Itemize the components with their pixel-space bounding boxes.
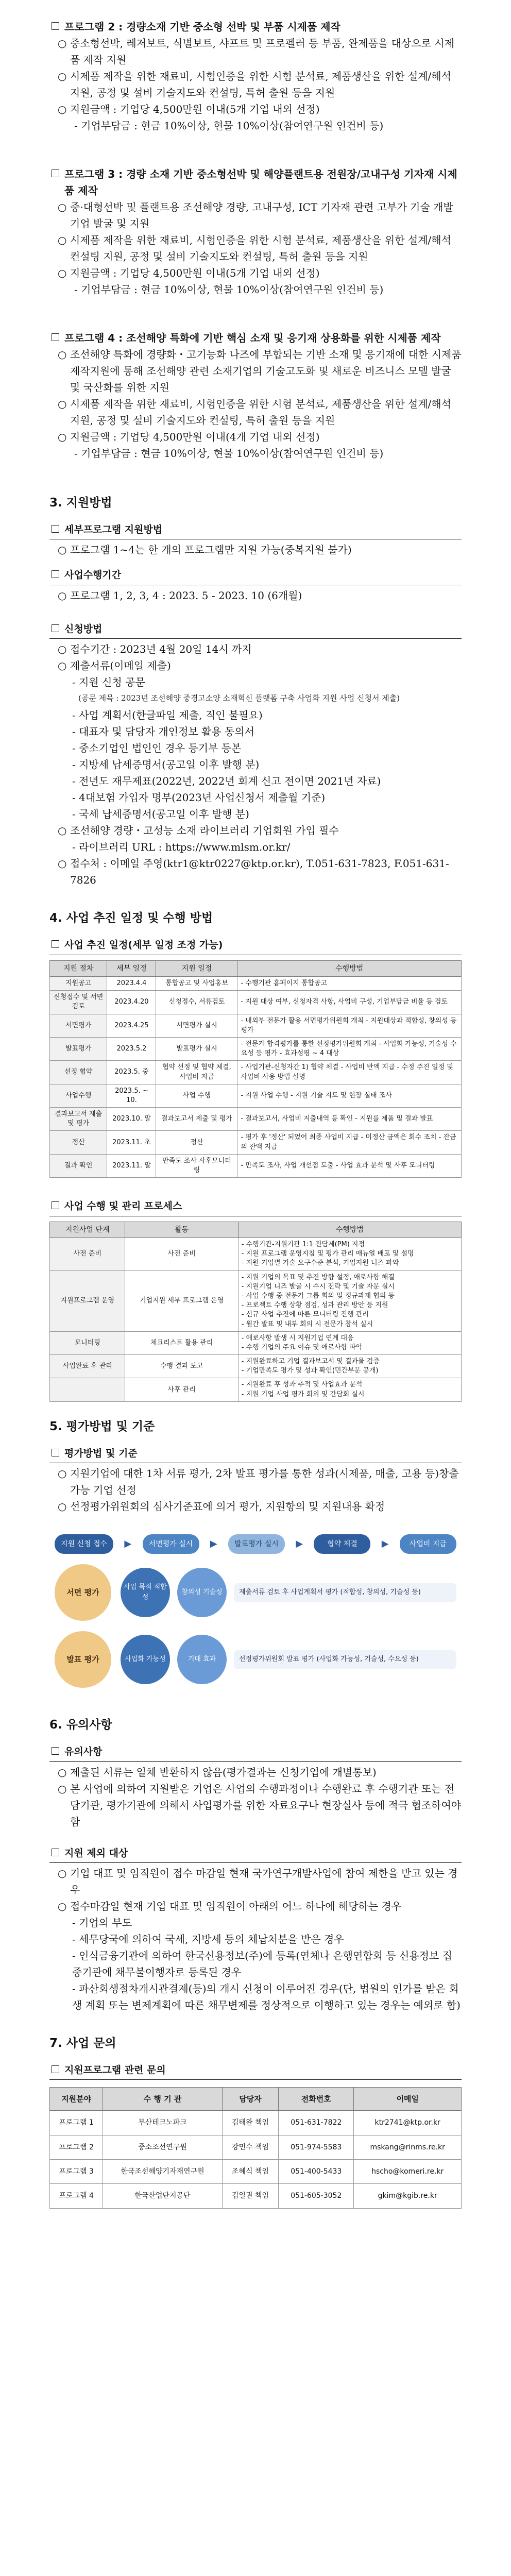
- s6-exclusion-list: [49, 1865, 462, 2013]
- table-cell: 김일권 책임: [222, 2184, 279, 2208]
- table-row: [50, 1037, 462, 1060]
- table-cell: 2023.5. 중: [107, 1061, 156, 1084]
- table-cell: 사후 관리: [125, 1378, 238, 1401]
- table-row: [50, 1131, 462, 1154]
- apply-note: (공문 제목 : 2023년 조선해양 중경고소양 소재혁신 플랫폼 구축 사업화 지원 사업 신청서 제출): [78, 693, 400, 703]
- bullet-marker: ○: [58, 398, 67, 410]
- notice-item: [58, 1781, 462, 1830]
- flow-step: 지원 신청 접수: [55, 1534, 113, 1554]
- table-cell: 강민수 책임: [222, 2135, 279, 2159]
- bullet-marker: ○: [58, 1500, 67, 1513]
- s4-process-heading: 사업 수행 및 관리 프로세스: [49, 1198, 462, 1216]
- bullet-marker: ○: [58, 201, 67, 213]
- email-link[interactable]: mskang@rinms.re.kr: [354, 2135, 462, 2159]
- checkbox-icon: [52, 1201, 59, 1209]
- table-cell: 체크리스트 활용 관리: [125, 1331, 238, 1354]
- table-cell: 정산: [156, 1131, 237, 1154]
- table-row: [50, 2159, 462, 2183]
- table-cell: 조혜식 책임: [222, 2159, 279, 2183]
- contact-table: [49, 2087, 462, 2209]
- bullet-marker: ○: [58, 1900, 67, 1912]
- bullet-marker: ○: [58, 234, 67, 246]
- table-cell: - 내외부 전문가 활용 서면평가위원회 개최 - 지원대상과 적합성, 창의성 등 평가: [237, 1014, 462, 1037]
- table-cell: 수행 결과 보고: [125, 1355, 238, 1378]
- s5-eval-list: [49, 1465, 462, 1515]
- section-4-title: 4. 사업 추진 일정 및 수행 방법: [49, 911, 213, 925]
- s3-apply-heading: 신청방법: [49, 621, 462, 639]
- program-item: [58, 35, 462, 68]
- bullet-marker: ○: [58, 659, 67, 672]
- section-3-title: 3. 지원방법: [49, 496, 112, 510]
- stage-description: 선정평가위원회 발표 평가 (사업화 가능성, 기술성, 수요성 등): [234, 1650, 456, 1669]
- program-title: 프로그램 4 : 조선해양 특화에 기반 핵심 소재 및 응기재 상용화를 위한 시제품 제작: [49, 330, 462, 346]
- program-item: [58, 68, 462, 101]
- table-cell: 사전 준비: [50, 1238, 125, 1271]
- email-link[interactable]: hscho@komeri.re.kr: [354, 2159, 462, 2183]
- table-row: [50, 977, 462, 991]
- program-item: [58, 429, 462, 445]
- table-cell: 결과보고서 제출 및 평가: [156, 1108, 237, 1131]
- bullet-text: 시제품 제작을 위한 재료비, 시험인증을 위한 시험 분석료, 제품생산을 위한 설계/해석 지원, 공정 및 설비 기술지도와 컨설팅, 특허 출원 등을 지원: [70, 70, 451, 99]
- stage-document-evaluation: [55, 1564, 456, 1621]
- program-item: [58, 396, 462, 429]
- evaluation-flow-diagram: [49, 1524, 462, 1700]
- bullet-marker: ○: [58, 1867, 67, 1879]
- table-row: [50, 1154, 462, 1177]
- table-cell: 정산: [50, 1131, 107, 1154]
- apply-doc-item: - 대표자 및 담당자 개인정보 활용 동의서: [72, 725, 255, 738]
- checkbox-icon: [52, 22, 59, 30]
- checkbox-icon: [52, 1849, 59, 1856]
- table-row: [50, 2111, 462, 2135]
- exclusion-sub-item: - 세무당국에 의하여 국세, 지방세 등의 체납처분을 받은 경우: [72, 1933, 344, 1945]
- apply-doc-item: - 중소기업인 법인인 경우 등기부 등본: [72, 742, 242, 755]
- bullet-marker: ○: [58, 37, 67, 49]
- apply-doc-item: - 4대보험 가입자 명부(2023년 사업신청서 제출월 기준): [72, 791, 326, 804]
- table-cell: 신청접수 및 서면검토: [50, 991, 107, 1014]
- program-item: [58, 265, 462, 281]
- bullet-text: 접수처 : 이메일 주영(ktr1@ktr0227@ktp.or.kr), T.051-631-7823, F.051-631-7826: [70, 857, 449, 887]
- checkbox-icon: [52, 1747, 59, 1755]
- column-header: 세부 일정: [107, 960, 156, 976]
- bullet-text: 선정평가위원회의 심사기준표에 의거 평가, 지원항의 및 지원내용 확정: [70, 1500, 385, 1513]
- table-cell: 서면평가 실시: [156, 1014, 237, 1037]
- program-block: [49, 330, 462, 462]
- flow-steps: [55, 1534, 456, 1554]
- table-cell: 2023.4.20: [107, 991, 156, 1014]
- bullet-text: 지원금액 : 기업당 4,500만원 이내(4개 기업 내외 선정): [70, 431, 320, 443]
- apply-doc-item: - 사업 계획서(한글파일 제출, 직인 불필요): [72, 709, 263, 722]
- exclusion-item: [58, 1865, 462, 1898]
- program-sub-item: - 기업부담금 : 현금 10%이상, 현물 10%이상(참여연구원 인건비 등): [74, 283, 384, 296]
- table-row: [50, 1378, 462, 1401]
- program-sub-item: - 기업부담금 : 현금 10%이상, 현물 10%이상(참여연구원 인건비 등): [74, 447, 384, 460]
- bullet-marker: ○: [58, 70, 67, 82]
- table-cell: 통합공고 및 사업홍보: [156, 977, 237, 991]
- table-cell: 사업완료 후 관리: [50, 1355, 125, 1378]
- table-row: [50, 1238, 462, 1271]
- table-row: [50, 991, 462, 1014]
- bullet-text: 조선해양 특화에 경량화・고기능화 나즈에 부합되는 기반 소재 및 응기재에 대한 시제품 제작지원에 통해 조선해양 관련 소재기업의 기술고도화 및 새로운 비즈니스 모델 발굴 및 국산화를 위한 지원: [70, 348, 462, 394]
- table-cell: 지원공고: [50, 977, 107, 991]
- table-cell: 부산테크노파크: [103, 2111, 222, 2135]
- table-cell: 사업수행: [50, 1084, 107, 1107]
- email-link[interactable]: gkim@kgib.re.kr: [354, 2184, 462, 2208]
- table-cell: 서면평가: [50, 1014, 107, 1037]
- table-cell: 051-400-5433: [279, 2159, 354, 2183]
- bullet-marker: ○: [58, 103, 67, 115]
- table-cell: 한국조선해양기자재연구원: [103, 2159, 222, 2183]
- column-header: 지원사업 단계: [50, 1222, 125, 1238]
- criteria-circle: 창의성 기술성: [177, 1568, 227, 1617]
- s3-support-method-heading: 세부프로그램 지원방법: [49, 522, 462, 539]
- table-cell: 2023.4.25: [107, 1014, 156, 1037]
- table-cell: 모니터링: [50, 1331, 125, 1354]
- column-header: 담당자: [222, 2088, 279, 2111]
- email-link[interactable]: ktr2741@ktp.or.kr: [354, 2111, 462, 2135]
- table-cell: 만족도 조사 사후모니터링: [156, 1154, 237, 1177]
- criteria-circle: 사업화 가능성: [121, 1635, 170, 1684]
- table-cell: 지원프로그램 운영: [50, 1270, 125, 1331]
- checkbox-icon: [52, 333, 59, 341]
- s3-period-item: ○ 프로그램 1, 2, 3, 4 : 2023. 5 - 2023. 10 (6개월): [58, 589, 302, 602]
- table-cell: - 사업기관-신청자간 1) 협약 체결 - 사업비 반액 지급 - 수정 주진 일정 및 사업비 사용 방법 설명: [237, 1061, 462, 1084]
- apply-doc-item: - 전년도 재무제표(2022년, 2022년 회계 신고 전이면 2021년 자료): [72, 775, 381, 788]
- table-cell: 프로그램 1: [50, 2111, 103, 2135]
- bullet-text: 지원기업에 대한 1차 서류 평가, 2차 발표 평가를 통한 성과(시제품, 매출, 고용 등)창출 가능 기업 선정: [70, 1467, 459, 1497]
- eval-item: [58, 1498, 462, 1515]
- exclusion-item: [58, 1898, 462, 1914]
- column-header: 활동: [125, 1222, 238, 1238]
- table-cell: 프로그램 2: [50, 2135, 103, 2159]
- bullet-marker: ○: [58, 267, 67, 279]
- stage-description: 제출서류 검토 후 사업계획서 평가 (적합성, 창의성, 기술성 등): [234, 1583, 456, 1602]
- bullet-text: 시제품 제작을 위한 재료비, 시험인증을 위한 시험 분석료, 제품생산을 위한 설계/해석 컨설팅 지원, 공정 및 설비 기술지도와 컨설팅, 특허 출원 등을 지원: [70, 234, 451, 263]
- table-row: [50, 1355, 462, 1378]
- flow-step: 사업비 지급: [400, 1534, 456, 1554]
- apply-doc-item: - 국세 납세증명서(공고일 이후 발행 분): [72, 808, 249, 821]
- bullet-marker: ○: [58, 857, 67, 870]
- flow-step: 발표평가 실시: [228, 1534, 285, 1554]
- table-cell: 사업 수행: [156, 1084, 237, 1107]
- arrow-right-icon: ▶: [381, 1538, 389, 1549]
- table-row: [50, 1108, 462, 1131]
- program-block: [49, 19, 462, 134]
- program-sub-item: - 기업부담금 : 현금 10%이상, 현물 10%이상(참여연구원 인건비 등): [74, 120, 384, 132]
- program-item: [58, 346, 462, 396]
- exclusion-sub-item: - 파산회생절차개시관결제(등)의 개시 신청이 이루어진 경우(단, 법원의 인가를 받은 회생 계획 또는 변제계획에 따른 채무변제를 정상적으로 이행하고 있는 경우는 예외로 함): [72, 1982, 461, 2011]
- apply-doc-item: - 지원 신청 공문: [72, 675, 145, 688]
- eval-item: [58, 1465, 462, 1498]
- bullet-marker: ○: [58, 431, 67, 443]
- table-cell: [50, 1378, 125, 1401]
- notice-item: [58, 1764, 462, 1781]
- table-cell: 결과 확인: [50, 1154, 107, 1177]
- table-cell: 프로그램 3: [50, 2159, 103, 2183]
- program-title: 프로그램 2 : 경량소재 기반 중소형 선박 및 부품 시제품 제작: [49, 19, 462, 35]
- bullet-text: 중·대형선박 및 플랜트용 조선해양 경량, 고내구성, ICT 기자재 관련 고부가 기술 개발 기업 발굴 및 지원: [70, 201, 453, 230]
- checkbox-icon: [52, 624, 59, 632]
- checkbox-icon: [52, 570, 59, 578]
- program-item: [58, 101, 462, 117]
- table-cell: 051-605-3052: [279, 2184, 354, 2208]
- program-list: [49, 19, 462, 462]
- bullet-text: 지원금액 : 기업당 4,500만원 이내(5개 기업 내외 선정): [70, 267, 320, 279]
- checkbox-icon: [52, 170, 59, 177]
- column-header: 수행방법: [238, 1222, 461, 1238]
- criteria-circle: 사업 목적 적합성: [121, 1568, 170, 1617]
- bullet-text: 기업 대표 및 임직원이 접수 마감일 현재 국가연구개발사업에 참여 제한을 받고 있는 경우: [70, 1867, 458, 1896]
- table-cell: 2023.4.4: [107, 977, 156, 991]
- criteria-circle: 기대 효과: [177, 1635, 227, 1684]
- bullet-marker: ○: [58, 824, 67, 837]
- table-row: [50, 1084, 462, 1107]
- schedule-table: [49, 960, 462, 1178]
- table-cell: - 만족도 조사, 사업 개선점 도출 - 사업 효과 분석 및 사후 모니터링: [237, 1154, 462, 1177]
- column-header: 지원분야: [50, 2088, 103, 2111]
- checkbox-icon: [52, 2065, 59, 2073]
- table-cell: 2023.11. 말: [107, 1154, 156, 1177]
- table-cell: 협약 선정 및 협약 체결, 사업비 지급: [156, 1061, 237, 1084]
- table-cell: 결과보고서 제출 및 평가: [50, 1108, 107, 1131]
- table-cell: 중소조선연구원: [103, 2135, 222, 2159]
- s6-exclusion-heading: 지원 제외 대상: [49, 1845, 462, 1863]
- table-cell: - 지원 기업의 목표 및 추진 방향 설정, 애로사항 해결 - 지원기업 니즈 발굴 시 수시 전략 및 기술 자문 실시 - 사업 수행 중 전문가 그룹 회의 및 정규과제 협의 등 - 프로젝트 수행 상황 점검, 성과 관리 방안 등 지원 - 신규 사업 추진에 따른 모니터링 진행 관리 - 월간 발표 및 내부 회의 시 전문가 참석 실시: [238, 1270, 461, 1331]
- apply-item: [58, 822, 462, 839]
- process-table: [49, 1222, 462, 1402]
- table-cell: - 결과보고서, 사업비 지출내역 등 확인 - 지원를 제품 및 결과 발표: [237, 1108, 462, 1131]
- s5-eval-heading: 평가방법 및 기준: [49, 1446, 462, 1463]
- table-cell: - 애로사항 발생 시 지원기업 연계 대응 - 수행 기업의 주요 이슈 및 애로사항 파악: [238, 1331, 461, 1354]
- s6-notice-heading: 유의사항: [49, 1744, 462, 1761]
- table-cell: - 수행기관-지원기관 1:1 전담제(PM) 지정 - 지원 프로그램 운영지침 및 평가 관리 매뉴얼 배포 및 설명 - 지원 기업별 기술 요구수준 분석, 기업지원 니즈 파악: [238, 1238, 461, 1271]
- checkbox-icon: [52, 1449, 59, 1456]
- table-cell: 김태완 책임: [222, 2111, 279, 2135]
- table-cell: - 평가 후 '정산' 되었어 최종 사업비 지급 - 미정산 금액은 회수 조치 - 잔금의 잔액 지급: [237, 1131, 462, 1154]
- table-cell: 발표평가 실시: [156, 1037, 237, 1060]
- table-cell: 2023.11. 초: [107, 1131, 156, 1154]
- table-cell: 프로그램 4: [50, 2184, 103, 2208]
- table-row: [50, 1270, 462, 1331]
- table-cell: 신청접수, 서류검토: [156, 991, 237, 1014]
- library-url: - 라이브러리 URL : https://www.mlsm.or.kr/: [72, 841, 291, 854]
- bullet-marker: ○: [58, 1467, 67, 1480]
- column-header: 지원 일정: [156, 960, 237, 976]
- apply-doc-item: - 지방세 납세증명서(공고일 이후 발행 분): [72, 758, 260, 771]
- bullet-text: 본 사업에 의하여 지원받은 기업은 사업의 수행과정이나 수행완료 후 수행기관 또는 전담기관, 평가기관에 의해서 사업평가를 위한 자료요구나 현장실사 등에 적극 협조하여야 함: [70, 1782, 462, 1828]
- table-cell: 2023.5.2: [107, 1037, 156, 1060]
- section-6-title: 6. 유의사항: [49, 1718, 112, 1732]
- column-header: 수행방법: [237, 960, 462, 976]
- exclusion-sub-item: - 기업의 부도: [72, 1916, 132, 1929]
- stage-label: 발표 평가: [55, 1631, 111, 1688]
- apply-item: [58, 855, 462, 888]
- s3-apply-list: [49, 641, 462, 889]
- program-item: [58, 232, 462, 265]
- bullet-text: 접수기간 : 2023년 4월 20일 14시 까지: [70, 642, 252, 655]
- bullet-marker: ○: [58, 642, 67, 655]
- table-row: [50, 2135, 462, 2159]
- table-cell: - 지원 대상 여부, 신청자격 사항, 사업비 구성, 기업부담금 비율 등 검토: [237, 991, 462, 1014]
- table-row: [50, 2184, 462, 2208]
- bullet-marker: ○: [58, 1766, 67, 1778]
- bullet-text: 중소형선박, 레저보트, 식별보트, 샤프트 및 프로펠러 등 부품, 완제품을 대상으로 시제품 제작 지원: [70, 37, 454, 66]
- table-cell: 발표평가: [50, 1037, 107, 1060]
- exclusion-sub-item: - 인식금융기관에 의하여 한국신용정보(주)에 등록(연체나 은행연합회 등 신용정보 집중기관에 채무불이행자로 등록된 경우: [72, 1949, 452, 1978]
- bullet-marker: ○: [58, 1782, 67, 1795]
- column-header: 지원 절차: [50, 960, 107, 976]
- checkbox-icon: [52, 525, 59, 533]
- s3-support-method-item: ○ 프로그램 1~4는 한 개의 프로그램만 지원 가능(중복지원 불가): [58, 544, 352, 556]
- table-row: [50, 1061, 462, 1084]
- bullet-text: 제출서류(이메일 제출): [70, 659, 171, 672]
- bullet-marker: ○: [58, 348, 67, 361]
- bullet-text: 조선해양 경량・고성능 소재 라이브러리 기업회원 가입 필수: [70, 824, 339, 837]
- table-cell: - 수행기관 홈페이지 통합공고: [237, 977, 462, 991]
- table-cell: 2023.10. 말: [107, 1108, 156, 1131]
- column-header: 전화번호: [279, 2088, 354, 2111]
- table-cell: 선정 협약: [50, 1061, 107, 1084]
- stage-presentation-evaluation: [55, 1631, 456, 1688]
- column-header: 이메일: [354, 2088, 462, 2111]
- program-block: [49, 166, 462, 298]
- flow-step: 서면평가 실시: [143, 1534, 199, 1554]
- table-cell: 한국산업단지공단: [103, 2184, 222, 2208]
- table-cell: - 지원완료 후 성과 추적 및 사업효과 분석 - 지원 기업 사업 평가 회의 및 간담회 실시: [238, 1378, 461, 1401]
- section-5-title: 5. 평가방법 및 기준: [49, 1419, 155, 1433]
- table-row: [50, 1014, 462, 1037]
- flow-step: 협약 체결: [314, 1534, 370, 1554]
- s4-schedule-heading: 사업 추진 일정(세부 일정 조정 가능): [49, 937, 462, 955]
- s7-inquiry-heading: 지원프로그램 관련 문의: [49, 2062, 462, 2080]
- table-cell: 2023.5. ~ 10.: [107, 1084, 156, 1107]
- program-item: [58, 199, 462, 232]
- table-cell: - 전문가 합격평가를 통한 선정평가위원회 개최 - 사업화 가능성, 기술성 수요성 등 평가 - 효과성평 ~ 4 대상: [237, 1037, 462, 1060]
- stage-label: 서면 평가: [55, 1564, 111, 1621]
- column-header: 수 행 기 관: [103, 2088, 222, 2111]
- program-title: 프로그램 3 : 경량 소재 기반 중소형선박 및 해양플랜트용 전원장/고내구성 기자재 시제품 제작: [49, 166, 462, 199]
- table-row: [50, 1331, 462, 1354]
- section-7-title: 7. 사업 문의: [49, 2036, 116, 2050]
- arrow-right-icon: ▶: [296, 1538, 303, 1549]
- apply-item: [58, 641, 462, 657]
- bullet-text: 접수마감일 현재 기업 대표 및 임직원이 아래의 어느 하나에 해당하는 경우: [70, 1900, 402, 1912]
- table-cell: - 지원완료하고 기업 결과보고서 및 결과물 검증 - 기업만족도 평가 및 성과 확인(민간부문 공개): [238, 1355, 461, 1378]
- arrow-right-icon: ▶: [210, 1538, 217, 1549]
- bullet-text: 지원금액 : 기업당 4,500만원 이내(5개 기업 내외 선정): [70, 103, 320, 115]
- table-cell: 사전 준비: [125, 1238, 238, 1271]
- s3-period-heading: 사업수행기간: [49, 567, 462, 585]
- table-cell: - 지원 사업 수행 - 지원 기술 지도 및 현장 실태 조사: [237, 1084, 462, 1107]
- table-cell: 051-974-5583: [279, 2135, 354, 2159]
- apply-item: [58, 657, 462, 674]
- s6-notice-list: [49, 1764, 462, 1830]
- table-cell: 기업지원 세부 프로그램 운영: [125, 1270, 238, 1331]
- arrow-right-icon: ▶: [124, 1538, 132, 1549]
- table-cell: 051-631-7822: [279, 2111, 354, 2135]
- bullet-text: 제출된 서류는 일체 반환하지 않음(평가결과는 신청기업에 개별통보): [70, 1766, 377, 1778]
- checkbox-icon: [52, 940, 59, 948]
- bullet-text: 시제품 제작을 위한 재료비, 시험인증을 위한 시험 분석료, 제품생산을 위한 설계/해석 지원, 공정 및 설비 기술지도와 컨설팅, 특허 출원 등을 지원: [70, 398, 451, 427]
